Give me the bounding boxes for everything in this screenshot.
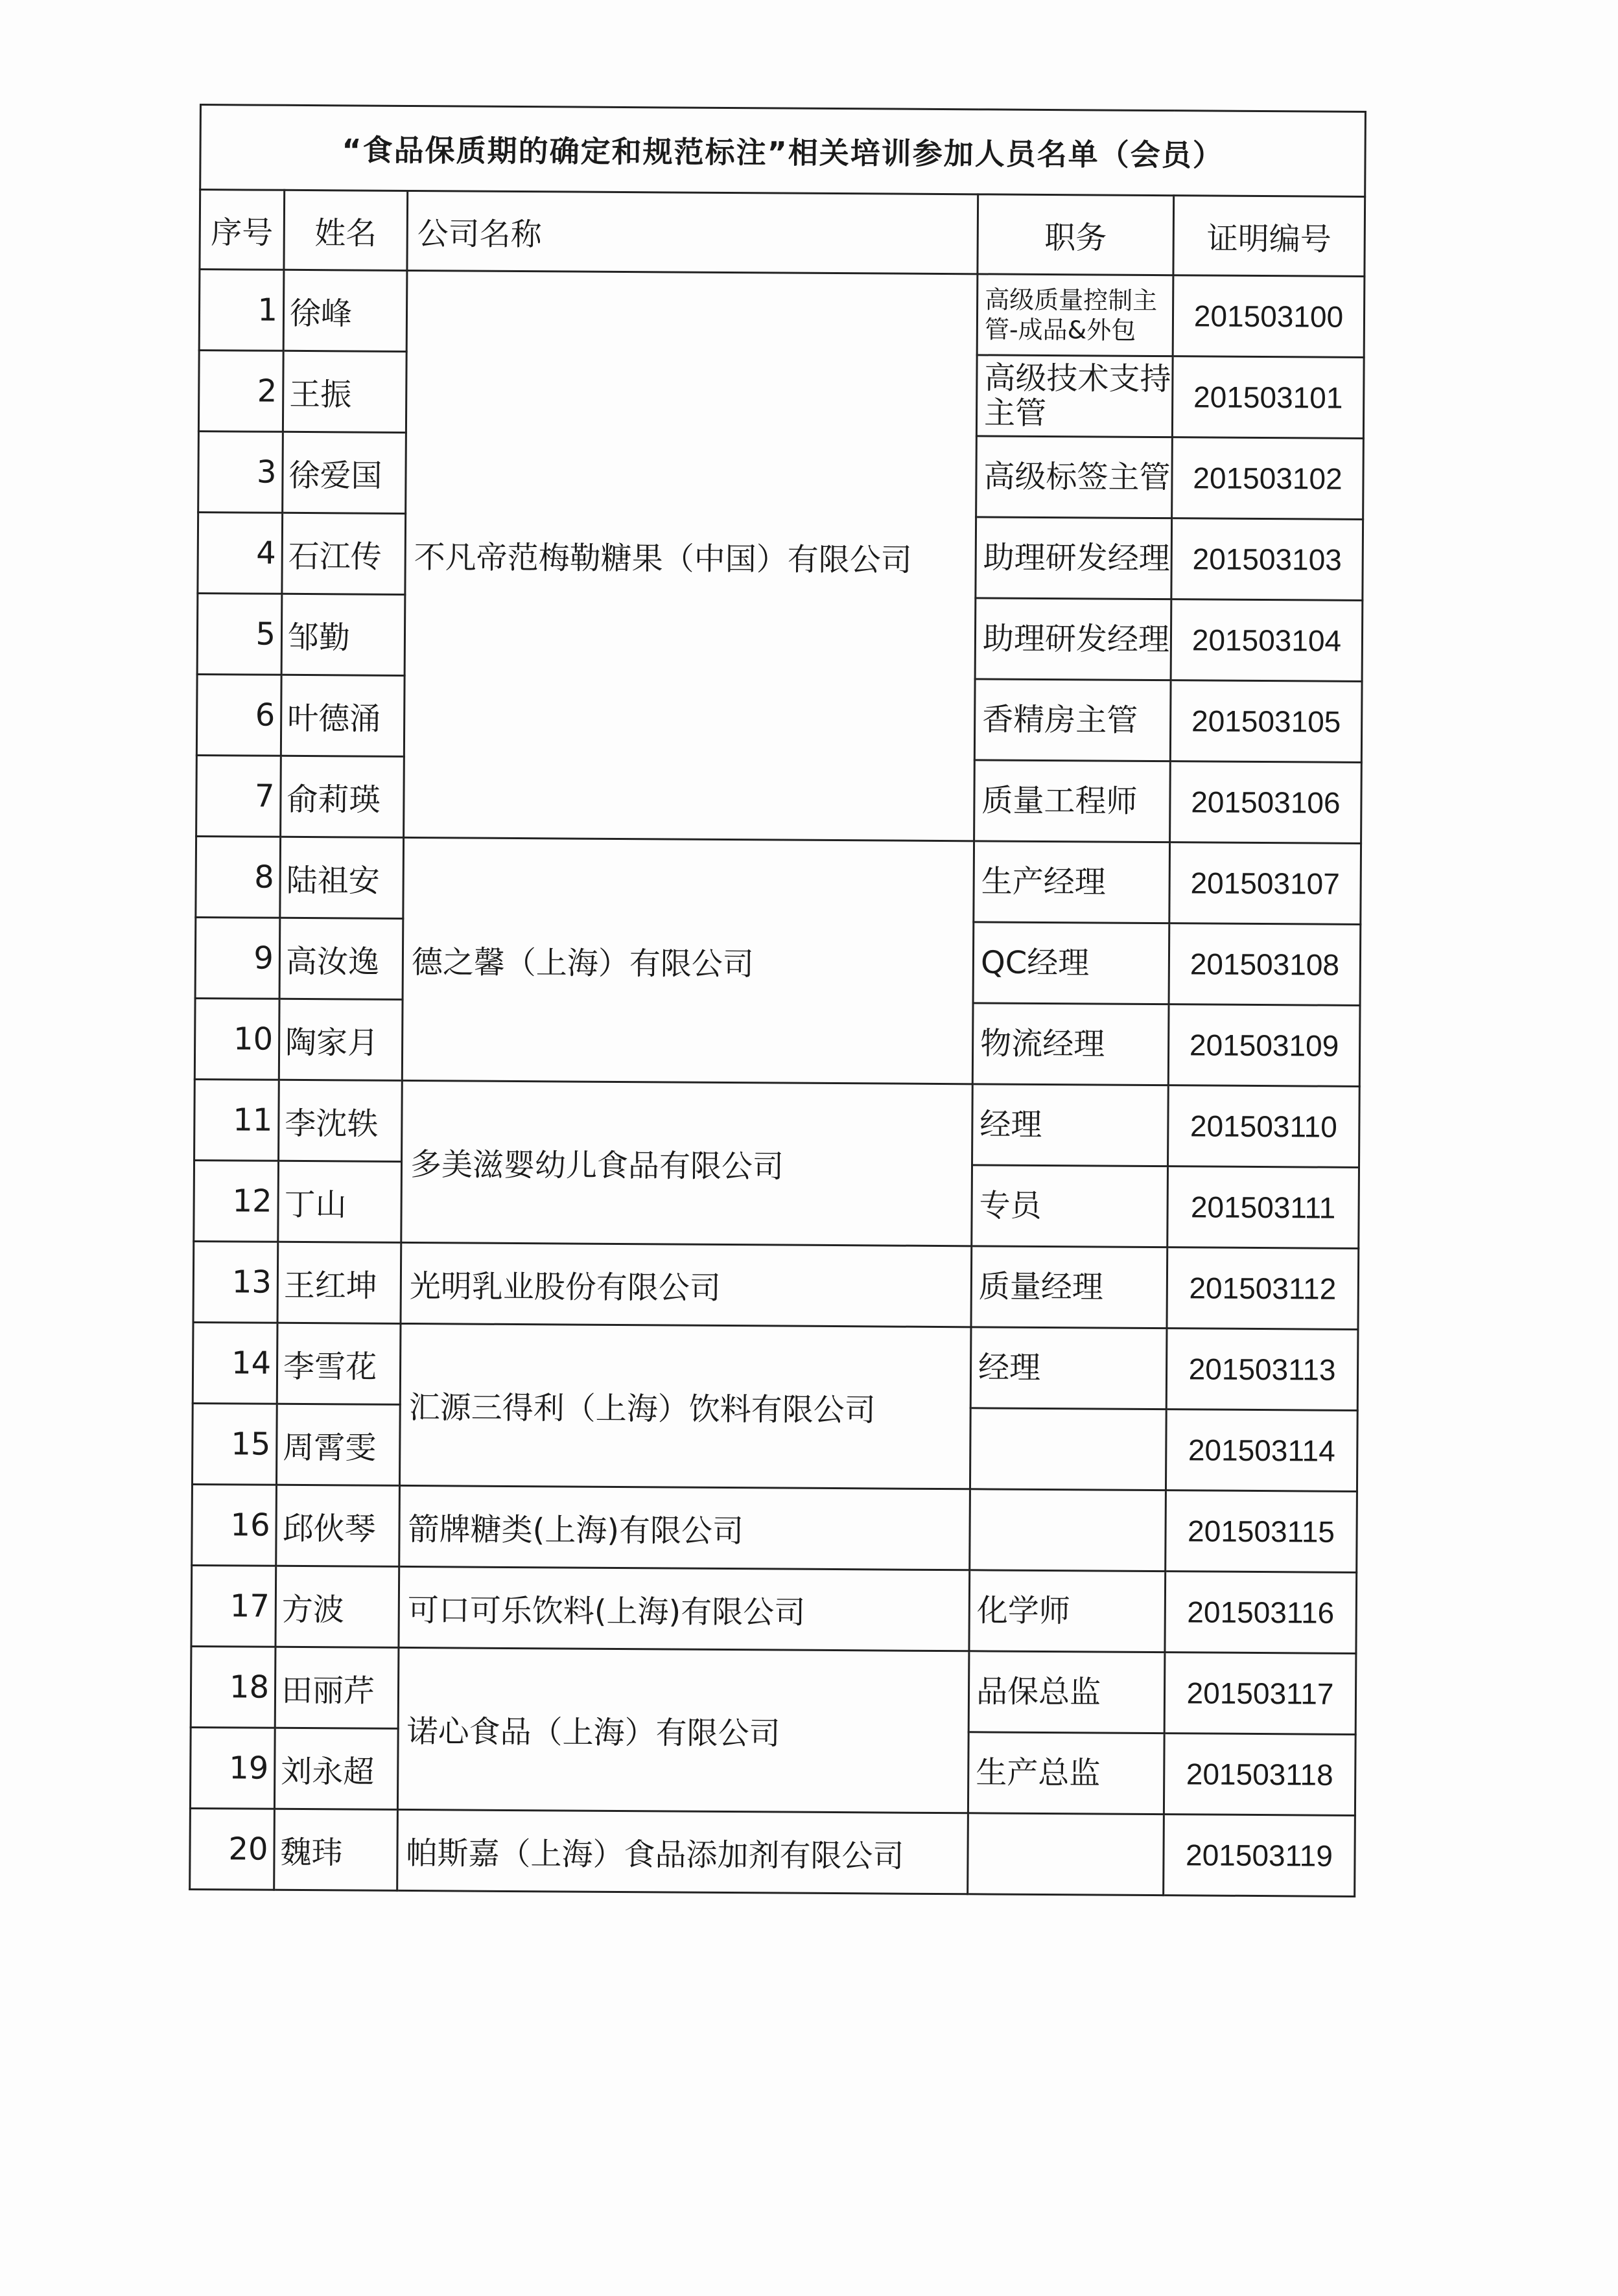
cell-position: 助理研发经理: [976, 517, 1172, 599]
cell-seq: 11: [194, 1079, 279, 1161]
cell-seq: 18: [191, 1646, 276, 1728]
cell-seq: 19: [190, 1727, 275, 1809]
header-company: 公司名称: [407, 191, 978, 273]
cell-seq: 5: [197, 593, 282, 675]
cell-position: [968, 1813, 1164, 1896]
cell-name: 石江传: [282, 513, 406, 594]
cell-cert: 201503110: [1168, 1085, 1360, 1168]
cell-position: 专员: [972, 1165, 1168, 1247]
cell-name: 刘永超: [274, 1728, 398, 1809]
cell-name: 邹勤: [281, 594, 405, 675]
cell-position: 高级质量控制主管-成品&外包: [977, 274, 1173, 356]
cell-company: 德之馨（上海）有限公司: [402, 837, 974, 1084]
cell-seq: 8: [196, 836, 281, 918]
cell-name: 高汝逸: [279, 918, 403, 999]
cell-position: 物流经理: [972, 1003, 1169, 1085]
cell-position: 助理研发经理: [975, 598, 1171, 680]
cell-position: 生产总监: [968, 1732, 1164, 1815]
header-position: 职务: [978, 194, 1174, 275]
cell-position: 生产经理: [974, 841, 1170, 923]
header-row: [200, 190, 1365, 277]
cell-name: 周霄雯: [276, 1404, 400, 1485]
cell-seq: 12: [194, 1160, 279, 1242]
cell-company: 不凡帝范梅勒糖果（中国）有限公司: [404, 270, 978, 841]
cell-cert: 201503113: [1166, 1328, 1358, 1411]
cell-cert: 201503118: [1164, 1734, 1355, 1816]
cell-seq: 17: [191, 1565, 276, 1647]
cell-cert: 201503117: [1164, 1652, 1356, 1735]
cell-cert: 201503100: [1173, 275, 1365, 358]
cell-company: 可口可乐饮料(上海)有限公司: [399, 1566, 970, 1651]
header-name: 姓名: [284, 190, 408, 270]
cell-position: 经理: [972, 1084, 1169, 1166]
cell-position: [970, 1408, 1166, 1490]
cell-position: QC经理: [973, 922, 1169, 1004]
cell-cert: 201503116: [1165, 1571, 1357, 1654]
table-row: [194, 1079, 1360, 1167]
header-cert: 证明编号: [1173, 196, 1365, 277]
cell-position: 质量工程师: [974, 760, 1171, 842]
cell-seq: 4: [198, 512, 283, 594]
cell-cert: 201503105: [1170, 680, 1362, 763]
cell-cert: 201503103: [1171, 518, 1363, 601]
cell-cert: 201503111: [1167, 1166, 1359, 1249]
cell-position: 品保总监: [968, 1651, 1165, 1734]
cell-cert: 201503106: [1170, 761, 1362, 844]
cell-company: 箭牌糖类(上海)有限公司: [399, 1485, 970, 1570]
cell-name: 丁山: [278, 1161, 402, 1242]
cell-name: 叶德涌: [281, 675, 404, 756]
cell-cert: 201503102: [1172, 437, 1364, 520]
cell-cert: 201503115: [1166, 1490, 1357, 1573]
table-title: “食品保质期的确定和规范标注”相关培训参加人员名单（会员）: [200, 105, 1366, 197]
cell-cert: 201503104: [1171, 599, 1363, 682]
cell-company: 帕斯嘉（上海）食品添加剂有限公司: [397, 1809, 968, 1894]
cell-cert: 201503108: [1169, 923, 1361, 1006]
cell-name: 邱伙琴: [276, 1485, 400, 1566]
cell-name: 俞莉瑛: [281, 756, 404, 837]
table-row: [191, 1646, 1356, 1734]
cell-name: 李雪花: [277, 1323, 401, 1404]
cell-seq: 1: [199, 270, 284, 351]
cell-cert: 201503107: [1169, 842, 1361, 925]
cell-name: 王振: [283, 351, 406, 432]
cell-seq: 10: [194, 998, 279, 1080]
cell-position: 质量经理: [971, 1246, 1167, 1328]
table-row: [190, 1808, 1355, 1896]
cell-seq: 20: [190, 1808, 275, 1890]
cell-name: 徐峰: [283, 270, 407, 351]
header-seq: 序号: [200, 190, 285, 270]
cell-seq: 2: [198, 351, 283, 432]
cell-company: 多美滋婴幼儿食品有限公司: [401, 1080, 973, 1246]
cell-name: 王红坤: [277, 1242, 401, 1323]
cell-name: 李沈轶: [279, 1080, 403, 1161]
cell-name: 魏玮: [274, 1809, 398, 1890]
cell-name: 徐爱国: [283, 432, 406, 513]
table-row: [193, 1241, 1359, 1329]
cell-cert: 201503119: [1164, 1815, 1355, 1897]
cell-name: 方波: [276, 1566, 399, 1647]
cell-position: 高级标签主管: [976, 436, 1173, 518]
cell-company: 汇源三得利（上海）饮料有限公司: [399, 1323, 971, 1489]
cell-position: 化学师: [969, 1570, 1166, 1652]
cell-company: 光明乳业股份有限公司: [401, 1242, 972, 1327]
cell-name: 田丽芹: [275, 1647, 399, 1728]
cell-position: 高级技术支持主管: [976, 355, 1173, 437]
cell-cert: 201503101: [1172, 356, 1364, 439]
cell-cert: 201503109: [1168, 1004, 1360, 1087]
cell-seq: 6: [196, 674, 281, 756]
cell-seq: 9: [195, 917, 280, 999]
cell-name: 陶家月: [279, 999, 403, 1080]
cell-seq: 15: [192, 1403, 277, 1485]
table-row: [192, 1484, 1357, 1572]
cell-cert: 201503112: [1167, 1247, 1359, 1330]
table-row: [191, 1565, 1357, 1653]
table-row: [193, 1322, 1358, 1410]
cell-seq: 3: [198, 431, 283, 513]
cell-cert: 201503114: [1166, 1409, 1357, 1492]
participant-table: [189, 104, 1366, 1897]
cell-position: 经理: [970, 1327, 1167, 1409]
cell-company: 诺心食品（上海）有限公司: [397, 1647, 969, 1813]
cell-seq: 13: [193, 1241, 278, 1323]
cell-seq: 7: [196, 755, 281, 837]
cell-position: [970, 1489, 1166, 1571]
cell-name: 陆祖安: [280, 837, 404, 918]
cell-seq: 16: [192, 1484, 277, 1566]
cell-seq: 14: [193, 1322, 277, 1404]
table-row: [199, 270, 1365, 358]
table-row: [196, 836, 1361, 924]
cell-position: 香精房主管: [974, 679, 1171, 761]
